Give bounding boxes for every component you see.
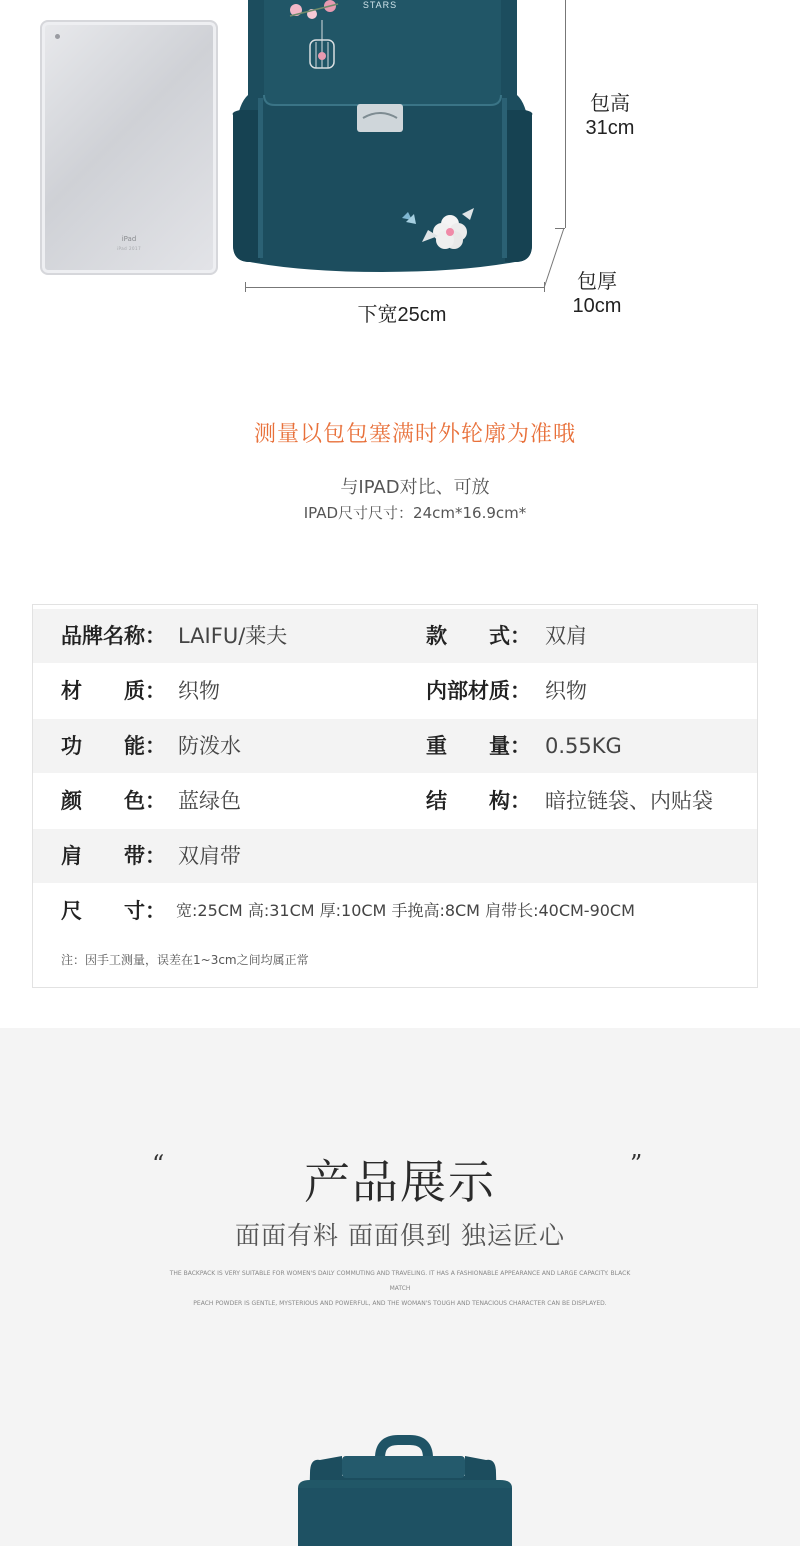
spec-row xyxy=(33,884,757,938)
width-dimension-tick-right xyxy=(544,282,545,292)
width-label: 下宽25cm xyxy=(357,304,447,326)
spec-value: 双肩 xyxy=(545,624,587,648)
showcase-subtitle: 面面有料 面面俱到 独运匠心 xyxy=(235,1221,565,1250)
spec-table xyxy=(32,604,758,988)
spec-key: 颜 色： xyxy=(61,789,166,813)
spec-row xyxy=(33,664,757,718)
backpack-bottom-image xyxy=(280,1428,530,1546)
spec-key: 款 式： xyxy=(426,624,531,648)
ipad-compare-text: 与IPAD对比、可放 xyxy=(340,477,490,498)
showcase-title: 产品展示 xyxy=(304,1155,496,1209)
ipad-size-text: IPAD尺寸尺寸：24cm*16.9cm* xyxy=(303,504,527,522)
showcase-section xyxy=(0,1028,800,1546)
spec-key: 内部材质： xyxy=(426,679,531,703)
spec-key: 品牌名称： xyxy=(61,624,166,648)
spec-key: 结 构： xyxy=(426,789,531,813)
depth-label: 包厚 10cm xyxy=(572,271,622,317)
height-dimension-line xyxy=(565,0,566,228)
spec-key: 尺 寸： xyxy=(61,899,166,923)
spec-value: 双肩带 xyxy=(178,844,241,868)
spec-note: 注：因手工测量，误差在1~3cm之间均属正常 xyxy=(61,953,309,967)
ipad-image xyxy=(40,20,218,275)
quote-open: “ xyxy=(152,1150,165,1178)
measure-note: 测量以包包塞满时外轮廓为准哦 xyxy=(253,422,576,447)
spec-key: 材 质： xyxy=(61,679,166,703)
spec-key: 肩 带： xyxy=(61,844,166,868)
width-dimension-tick-left xyxy=(245,282,246,292)
backpack-image xyxy=(230,0,535,275)
spec-value: LAIFU/莱夫 xyxy=(178,624,288,648)
ipad-model-text: iPad 2017 xyxy=(116,246,142,251)
showcase-english-text: THE BACKPACK IS VERY SUITABLE FOR WOMEN'S DAILY COMMUTING AND TRAVELING. IT HAS A FASHIONABLE APPEARANCE AND LARGE CAPACITY. BLACK MATCH PEACH POWDER IS GENTLE, MYSTERIOUS AND POWERFUL, AND THE WOMAN'S TOUGH AND TENACIOUS CHARACTER CAN BE DISPLAYED. xyxy=(169,1270,631,1307)
height-label: 包高 31cm xyxy=(585,93,635,139)
spec-key: 功 能： xyxy=(61,734,166,758)
ipad-logo: iPad xyxy=(121,235,137,243)
spec-row xyxy=(33,774,757,828)
bag-badge-text: STARS xyxy=(362,0,398,10)
spec-row xyxy=(33,719,757,773)
width-dimension-line xyxy=(245,287,545,288)
spec-key: 重 量： xyxy=(426,734,531,758)
quote-close: ” xyxy=(630,1150,643,1178)
spec-value: 织物 xyxy=(178,679,220,703)
spec-value: 蓝绿色 xyxy=(178,789,241,813)
spec-row xyxy=(33,829,757,883)
spec-value: 暗拉链袋、内贴袋 xyxy=(545,789,713,813)
spec-value: 防泼水 xyxy=(178,734,241,758)
spec-row xyxy=(33,609,757,663)
camera-dot xyxy=(55,34,60,39)
spec-value: 0.55KG xyxy=(545,734,622,758)
spec-value: 宽:25CM 高:31CM 厚:10CM 手挽高:8CM 肩带长:40CM-90CM xyxy=(176,901,635,920)
spec-value: 织物 xyxy=(545,679,587,703)
